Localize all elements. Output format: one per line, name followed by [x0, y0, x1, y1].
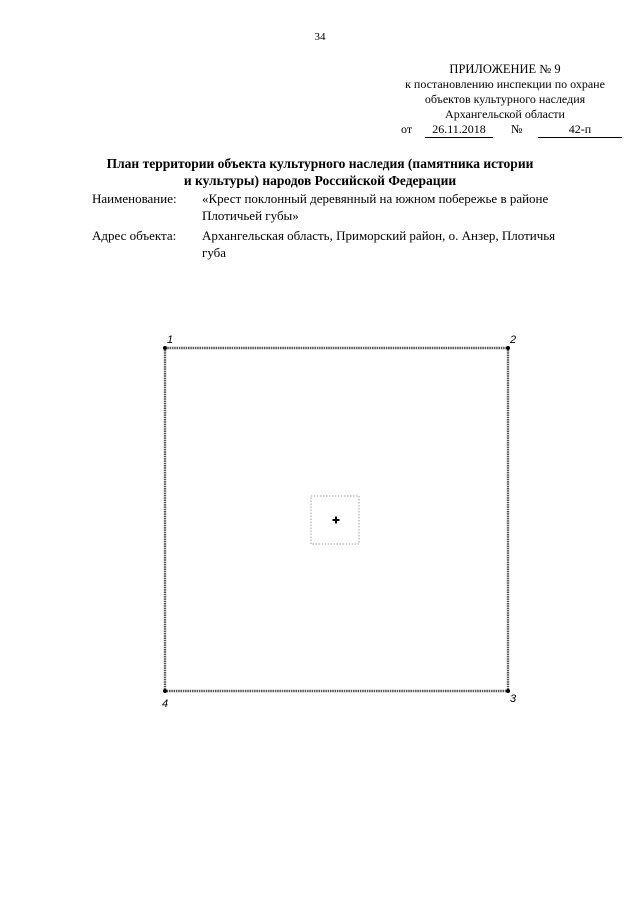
appendix-line-3: Архангельской области	[445, 107, 565, 121]
from-label: от	[401, 122, 413, 136]
plan-title-line-2: и культуры) народов Российской Федерации	[183, 173, 457, 188]
number-sign: №	[511, 122, 523, 136]
appendix-title: ПРИЛОЖЕНИЕ № 9	[449, 62, 561, 76]
vertex-label-4: 4	[162, 698, 169, 710]
address-label: Адрес объекта:	[92, 228, 177, 243]
name-value-line-1: «Крест поклонный деревянный на южном побережье в районе	[202, 191, 549, 206]
name-value-line-2: Плотичьей губы»	[202, 208, 299, 223]
vertex-4	[163, 689, 167, 693]
plan-title-line-1: План территории объекта культурного наследия (памятника истории	[106, 156, 534, 171]
address-value-line-2: губа	[202, 245, 227, 260]
appendix-line-2: объектов культурного наследия	[424, 92, 586, 106]
cross-marker	[333, 517, 340, 524]
date-field: 26.11.2018	[425, 122, 493, 138]
number-field: 42-п	[538, 122, 622, 138]
name-label: Наименование:	[92, 191, 177, 206]
address-value-line-1: Архангельская область, Приморский район, о. Анзер, Плотичья	[202, 228, 556, 243]
vertex-2	[506, 346, 510, 350]
vertex-label-3: 3	[510, 693, 517, 705]
vertex-1	[163, 346, 167, 350]
vertex-label-2: 2	[510, 334, 517, 346]
page-number: 34	[314, 31, 326, 43]
appendix-line-1: к постановлению инспекции по охране	[405, 77, 605, 91]
vertex-label-1: 1	[167, 334, 174, 346]
